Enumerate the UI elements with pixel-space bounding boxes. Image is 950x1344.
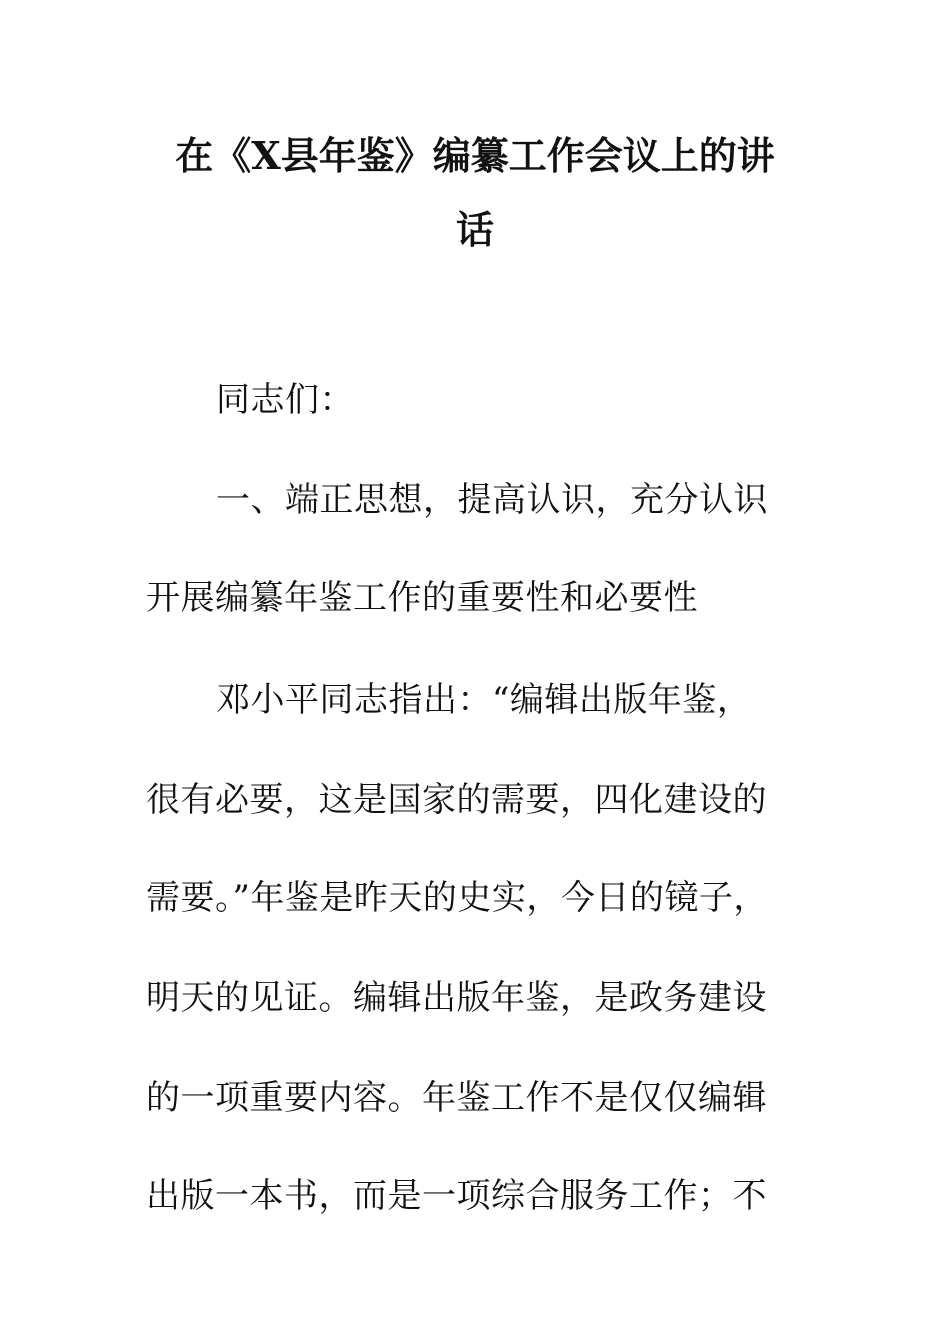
body-paragraph-line: 的一项重要内容。年鉴工作不是仅仅编辑 — [146, 1078, 767, 1118]
section-heading: 一、端正思想，提高认识，充分认识 — [216, 480, 768, 520]
salutation: 同志们： — [216, 380, 354, 420]
document-title-continued: 话 — [455, 207, 494, 252]
body-paragraph-line: 很有必要，这是国家的需要，四化建设的 — [146, 780, 767, 820]
section-heading-continued: 开展编纂年鉴工作的重要性和必要性 — [146, 578, 698, 618]
body-paragraph-line: 明天的见证。编辑出版年鉴，是政务建设 — [146, 978, 767, 1018]
body-paragraph-line: 出版一本书，而是一项综合服务工作；不 — [146, 1176, 767, 1216]
document-title: 在《X县年鉴》编纂工作会议上的讲 — [175, 133, 775, 178]
body-paragraph-line: 邓小平同志指出：“编辑出版年鉴， — [216, 680, 752, 720]
body-paragraph-line: 需要。”年鉴是昨天的史实，今日的镜子， — [146, 878, 768, 918]
